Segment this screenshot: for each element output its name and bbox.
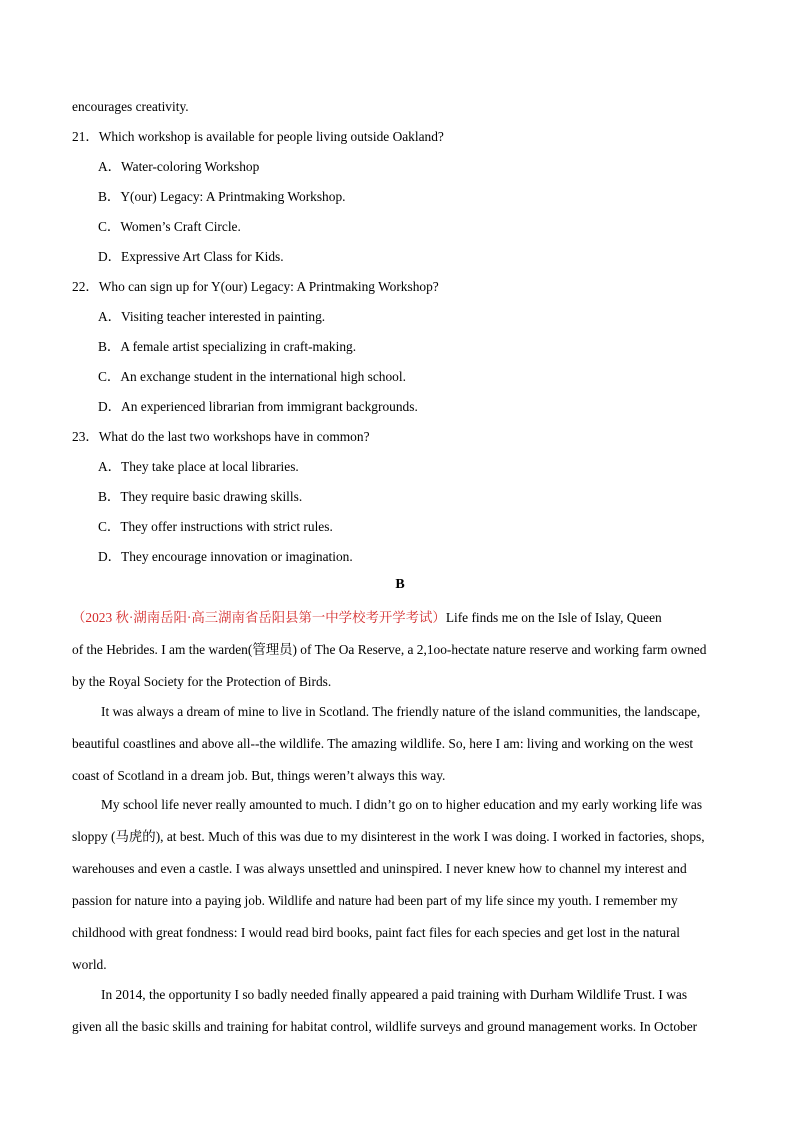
passage-line: passion for nature into a paying job. Wildlife and nature had been part of my life since my youth. I remember my (72, 893, 678, 908)
passage-line: childhood with great fondness: I would read bird books, paint fact files for each species and get lost in the natural (72, 925, 680, 940)
question-23-option-c: C．They offer instructions with strict rules. (98, 519, 333, 534)
question-23-option-a: A．They take place at local libraries. (98, 459, 299, 474)
passage-line: coast of Scotland in a dream job. But, things weren’t always this way. (72, 768, 446, 783)
question-21-option-c: C．Women’s Craft Circle. (98, 219, 241, 234)
passage-line: given all the basic skills and training for habitat control, wildlife surveys and ground management works. In October (72, 1019, 698, 1034)
passage-line: beautiful coastlines and above all--the wildlife. The amazing wildlife. So, here I am: living and working on the west (72, 736, 694, 751)
question-21-option-b: B．Y(our) Legacy: A Printmaking Workshop. (98, 189, 346, 204)
passage-text: Life finds me on the Isle of Islay, Queen (445, 610, 662, 625)
passage-line: of the Hebrides. I am the warden(管理员) of The Oa Reserve, a 2,1oo-hectate nature reserve and working farm owned (72, 642, 707, 657)
question-23-option-b: B．They require basic drawing skills. (98, 489, 303, 504)
intro-fragment: encourages creativity. (72, 99, 189, 114)
question-21-option-d: D．Expressive Art Class for Kids. (98, 249, 284, 264)
question-22-option-a: A．Visiting teacher interested in painting. (98, 309, 326, 324)
question-23-option-d: D．They encourage innovation or imagination. (98, 549, 353, 564)
passage-line: My school life never really amounted to much. I didn’t go on to higher education and my early working life was (101, 797, 703, 812)
question-22-option-c: C．An exchange student in the international high school. (98, 369, 406, 384)
question-21-stem: 21．Which workshop is available for people living outside Oakland? (72, 129, 444, 144)
passage-line (72, 610, 662, 626)
passage-line: In 2014, the opportunity I so badly needed finally appeared a paid training with Durham Wildlife Trust. I was (101, 987, 688, 1002)
question-21-option-a: A．Water-coloring Workshop (98, 159, 260, 174)
question-23-stem: 23．What do the last two workshops have in common? (72, 429, 370, 444)
question-22-option-b: B．A female artist specializing in craft-making. (98, 339, 357, 354)
passage-line: by the Royal Society for the Protection of Birds. (72, 674, 332, 689)
passage-line: It was always a dream of mine to live in Scotland. The friendly nature of the island communities, the landscape, (101, 704, 701, 719)
passage-line: world. (72, 957, 107, 972)
source-citation: （2023 秋·湖南岳阳·高三湖南省岳阳县第一中学校考开学考试） (72, 610, 446, 625)
passage-line: sloppy (马虎的), at best. Much of this was due to my disinterest in the work I was doing. I worked in factories, shops, (72, 829, 705, 844)
question-22-stem: 22．Who can sign up for Y(our) Legacy: A Printmaking Workshop? (72, 279, 439, 294)
question-22-option-d: D．An experienced librarian from immigrant backgrounds. (98, 399, 418, 414)
passage-line: warehouses and even a castle. I was always unsettled and uninspired. I never knew how to channel my interest and (72, 861, 687, 876)
section-b-heading: B (395, 577, 405, 592)
